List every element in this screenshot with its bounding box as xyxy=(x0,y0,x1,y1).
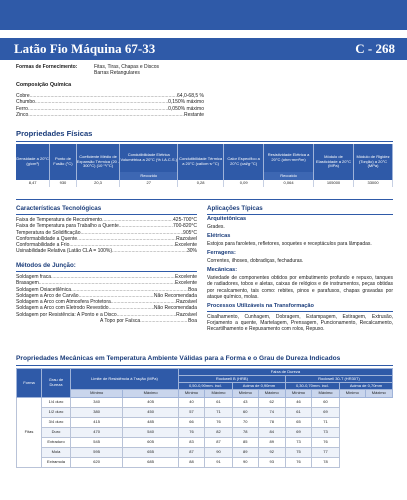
mp-value-cell: 91 xyxy=(205,458,233,468)
technological-row: Faixa de Temperatura de Recozimento ..... 425-700°C xyxy=(16,217,197,223)
mp-header-max: Máximo xyxy=(258,390,285,398)
mp-value-cell: 62 xyxy=(258,398,285,408)
recozido-label: Recozido xyxy=(120,172,178,180)
mp-value-cell: 93 xyxy=(258,458,285,468)
physical-title: Propriedades Físicas xyxy=(16,129,93,138)
mp-value-cell: 82 xyxy=(205,428,233,438)
mp-value-cell: 78 xyxy=(232,428,258,438)
mp-value-cell: 43 xyxy=(232,398,258,408)
electrical-title: Elétricas xyxy=(207,232,231,239)
composition-list xyxy=(16,93,204,118)
processes-title: Processos Utilizáveis na Transformação xyxy=(207,303,393,311)
mp-body xyxy=(17,398,393,468)
mp-header-forma: Forma xyxy=(17,369,42,398)
mp-grade-cell: Extramola xyxy=(42,458,71,468)
physical-value: 20,3 xyxy=(76,180,120,187)
physical-value: 27 xyxy=(120,180,178,187)
architecture-text: Grades. xyxy=(207,224,225,231)
mp-value-cell: 69 xyxy=(285,428,311,438)
mp-grade-cell: Duro xyxy=(42,428,71,438)
physical-header: Condutibilidade Elétrica Volumétrica a 20°C (% I.A.C.S.) xyxy=(120,144,178,172)
table-row xyxy=(17,438,393,448)
mp-value-cell: 60 xyxy=(312,398,340,408)
mp-value-cell: 450 xyxy=(123,408,179,418)
mechanical-props-table xyxy=(16,368,393,468)
applications-body xyxy=(207,216,393,332)
mp-value-cell: 620 xyxy=(71,458,123,468)
applications-title: Aplicações Típicas xyxy=(207,205,263,212)
composition-row: Chumbo ..... 0,150% máximo xyxy=(16,99,204,105)
mp-value-cell: 405 xyxy=(123,398,179,408)
mp-grade-cell: 1/2 duro xyxy=(42,408,71,418)
physical-header: Módulo de Rigidez (Torção) a 20°C (MPa) xyxy=(354,144,393,180)
joining-list xyxy=(16,274,197,324)
mp-header-rockwell-b: Rockwell B (HRB) xyxy=(178,376,285,383)
joining-row: Soldagem a Arco com Eletrodo Revestido ..... Não Recomendada xyxy=(16,305,197,311)
mp-value-cell: 83 xyxy=(178,438,204,448)
physical-header: Coeficiente Médio de Expansão Térmica (20 - 300°C) (10⁻⁶/°C) xyxy=(76,144,120,180)
mp-value-cell: 74 xyxy=(258,408,285,418)
table-row xyxy=(17,398,393,408)
mp-header-b-thin: 0,50-0,90mm. incl. xyxy=(178,383,232,390)
mp-value-cell: 75 xyxy=(285,448,311,458)
mp-header-max: Máximo xyxy=(123,390,179,398)
mp-value-cell: 76 xyxy=(205,418,233,428)
mp-header-min: Mínimo xyxy=(178,390,204,398)
mp-header-min: Mínimo xyxy=(232,390,258,398)
mechanical-props-rule xyxy=(16,365,393,366)
mp-value-cell: 76 xyxy=(312,438,340,448)
composition-row: Zinco ..... Restante xyxy=(16,112,204,118)
hardware-title: Ferragens: xyxy=(207,250,236,257)
mp-value-cell: 73 xyxy=(285,438,311,448)
mp-header-rockwell-30t: Rockwell 30-T (HR30T) xyxy=(285,376,392,383)
mp-value-cell: 61 xyxy=(205,398,233,408)
mp-value-cell: 46 xyxy=(285,398,311,408)
mp-value-cell: 77 xyxy=(312,448,340,458)
table-row xyxy=(17,418,393,428)
supply-forms xyxy=(16,64,236,77)
product-title: Latão Fio Máquina 67-33 xyxy=(14,41,156,56)
recozido-label: Recozido xyxy=(264,172,314,180)
physical-header: Calor Específico a 20°C (cal/g·°C) xyxy=(224,144,264,180)
mp-value-cell: 65 xyxy=(285,418,311,428)
supply-label: Formas de Fornecimento: xyxy=(16,64,78,70)
mp-header-min: Mínimo xyxy=(339,390,365,398)
mp-value-cell: 595 xyxy=(71,448,123,458)
mp-value-cell: 60 xyxy=(232,408,258,418)
physical-value: 33000 xyxy=(354,180,393,187)
physical-header: Condutibilidade Térmica a 20°C (cal/cm·s·°C) xyxy=(178,144,224,180)
mp-header-min: Mínimo xyxy=(285,390,311,398)
joining-row: Brasagem ..... Excelente xyxy=(16,280,197,286)
mp-header-resist: Limite de Resistência à Tração (MPa) xyxy=(71,369,179,390)
mp-value-cell: 61 xyxy=(285,408,311,418)
joining-row: Soldagem a Arco de Carvão ..... Não Recomendada xyxy=(16,293,197,299)
joining-title: Métodos de Junção: xyxy=(16,262,76,269)
electrical-text: Estojos para faroletes, refletores, soquetes e receptáculos para lâmpadas. xyxy=(207,240,372,247)
mp-value-cell: 485 xyxy=(123,418,179,428)
mechanical-title: Mecânicas: xyxy=(207,266,238,273)
applications-rule xyxy=(207,214,393,215)
product-header-bar xyxy=(0,38,407,60)
mp-value-cell: 87 xyxy=(205,438,233,448)
physical-header: Resistividade Elétrica a 20°C (ohm·mm²/m) xyxy=(264,144,314,172)
technological-title: Características Tecnológicas xyxy=(16,205,102,212)
physical-rule xyxy=(16,141,393,142)
architecture-title: Arquitetônicas xyxy=(207,216,247,222)
mp-value-cell: 87 xyxy=(178,448,204,458)
physical-table xyxy=(16,144,393,187)
mp-header-row-1 xyxy=(17,369,393,376)
mp-value-cell: 85 xyxy=(232,438,258,448)
mp-value-cell: 76 xyxy=(285,458,311,468)
mp-value-cell: 90 xyxy=(232,458,258,468)
mp-grade-cell: 3/4 duro xyxy=(42,418,71,428)
physical-bottom-rule xyxy=(16,199,393,200)
mp-header-t-thin: 0,30-0,70mm. incl. xyxy=(285,383,339,390)
mp-value-cell: 57 xyxy=(178,408,204,418)
joining-row: Soldagem por Resistência: A Ponto e a Disco ..... Razoável xyxy=(16,312,197,318)
mp-value-cell: 84 xyxy=(258,428,285,438)
joining-rule xyxy=(16,271,197,272)
joining-row: Soldagem a Arco com Atmosfera Protetora ..... Razoável xyxy=(16,299,197,305)
composition-row: Ferro ..... 0,050% máximo xyxy=(16,106,204,112)
mp-value-cell: 78 xyxy=(258,418,285,428)
mp-value-cell: 89 xyxy=(232,448,258,458)
mp-header-row-4 xyxy=(17,390,393,398)
technological-row: Conformabilidade a Frio ..... Excelente xyxy=(16,242,197,248)
mp-value-cell: 605 xyxy=(123,438,179,448)
physical-value: 930 xyxy=(50,180,76,187)
mp-value-cell: 88 xyxy=(178,458,204,468)
supply-line-2: Barras Retangulares xyxy=(94,70,140,77)
mp-header-t-thick: Acima de 0,70mm xyxy=(339,383,392,390)
mp-value-cell: 340 xyxy=(71,398,123,408)
mp-header-max: Máximo xyxy=(205,390,233,398)
technological-row: Conformabilidade a Quente ..... Razoável xyxy=(16,236,197,242)
mp-value-cell: 66 xyxy=(178,418,204,428)
composition-row: Cobre ..... 64,0-68,5 % xyxy=(16,93,204,99)
mp-value-cell: 540 xyxy=(123,428,179,438)
mp-grade-cell: Mola xyxy=(42,448,71,458)
table-row xyxy=(17,458,393,468)
mp-value-cell: 685 xyxy=(123,458,179,468)
table-row xyxy=(17,408,393,418)
mp-value-cell: 92 xyxy=(258,448,285,458)
technological-list xyxy=(16,217,197,255)
technological-rule xyxy=(16,214,197,215)
mp-header-min: Mínimo xyxy=(71,390,123,398)
mp-value-cell: 380 xyxy=(71,408,123,418)
mp-header-max: Máximo xyxy=(365,390,392,398)
mp-value-cell: 70 xyxy=(232,418,258,428)
mp-value-cell: 76 xyxy=(178,428,204,438)
mp-value-cell: 415 xyxy=(71,418,123,428)
mp-header-grau: Grau de Dureza xyxy=(42,369,71,398)
mp-value-cell: 40 xyxy=(178,398,204,408)
joining-row: A Topo por Faísca ..... Boa xyxy=(16,318,197,324)
mp-header-b-thick: Acima de 0,90mm xyxy=(232,383,285,390)
mp-header-faixa: Faixa de Dureza xyxy=(178,369,392,376)
mp-value-cell: 90 xyxy=(205,448,233,458)
joining-row: Soldagem fraca ..... Excelente xyxy=(16,274,197,280)
product-code: C - 268 xyxy=(355,41,395,56)
mp-header-max: Máximo xyxy=(312,390,340,398)
mp-form-cell: Fitas xyxy=(17,398,42,468)
processes-text: Cisalhamento, Cunhagem, Dobragem, Estampagem, Estiragem, Extrusão, Forjamento a quente, Martelagem, Prensagem, Puncionamento, Recalcamento, Recartilhamento e Repuxamento com rolos, Repuxo. xyxy=(207,313,393,333)
mp-value-cell: 545 xyxy=(71,438,123,448)
mechanical-props-title: Propriedades Mecânicas em Temperatura Ambiente Válidas para a Forma e o Grau de Dureza Indicados xyxy=(16,355,341,362)
table-row xyxy=(17,428,393,438)
mp-value-cell: 78 xyxy=(312,458,340,468)
hardware-text: Correntes, ilhoses, dobradiças, fechaduras. xyxy=(207,258,304,265)
technological-row: Temperatura de Solidificação ..... 905°C xyxy=(16,230,197,236)
composition-title: Composição Química xyxy=(16,82,72,88)
physical-values-row xyxy=(16,180,393,187)
mp-value-cell: 71 xyxy=(312,418,340,428)
top-color-bar xyxy=(0,0,407,30)
physical-value: 8,47 xyxy=(16,180,50,187)
physical-header: Módulo de Elasticidade a 20°C (MPa) xyxy=(313,144,353,180)
physical-header-row xyxy=(16,144,393,172)
mp-value-cell: 69 xyxy=(312,408,340,418)
mp-value-cell: 73 xyxy=(312,428,340,438)
physical-value: 105000 xyxy=(313,180,353,187)
mp-value-cell: 71 xyxy=(205,408,233,418)
mp-grade-cell: Extraduro xyxy=(42,438,71,448)
mp-grade-cell: 1/4 duro xyxy=(42,398,71,408)
physical-value: 0,28 xyxy=(178,180,224,187)
joining-row: Soldagem Oxiacetilênica ..... Boa xyxy=(16,287,197,293)
technological-row: Usinabilidade Relativa (Latão CLA = 100%) ..... 30% xyxy=(16,248,197,254)
physical-header: Ponto de Fusão (°C) xyxy=(50,144,76,180)
supply-line-1: Fitas, Tiras, Chapas e Discos xyxy=(94,64,160,70)
physical-value: 0,064 xyxy=(264,180,314,187)
physical-value: 0,09 xyxy=(224,180,264,187)
mp-value-cell: 655 xyxy=(123,448,179,458)
mechanical-text: Variedade de componentes obtidos por embutimento profundo e repuxo, tanques de radiadores, tobos e aletas, caixas de relógios e de instrumentos, peças obtidas por recalcamento, tais como: rebites, pinos e parafusos, chapas gravadas por ataque químico, molas. xyxy=(207,275,393,300)
physical-header: Densidade a 20°C (g/cm³) xyxy=(16,144,50,180)
mp-value-cell: 470 xyxy=(71,428,123,438)
table-row xyxy=(17,448,393,458)
mp-value-cell: 89 xyxy=(258,438,285,448)
technological-row: Faixa de Temperatura para Trabalho a Quente ..... 700-820°C xyxy=(16,223,197,229)
